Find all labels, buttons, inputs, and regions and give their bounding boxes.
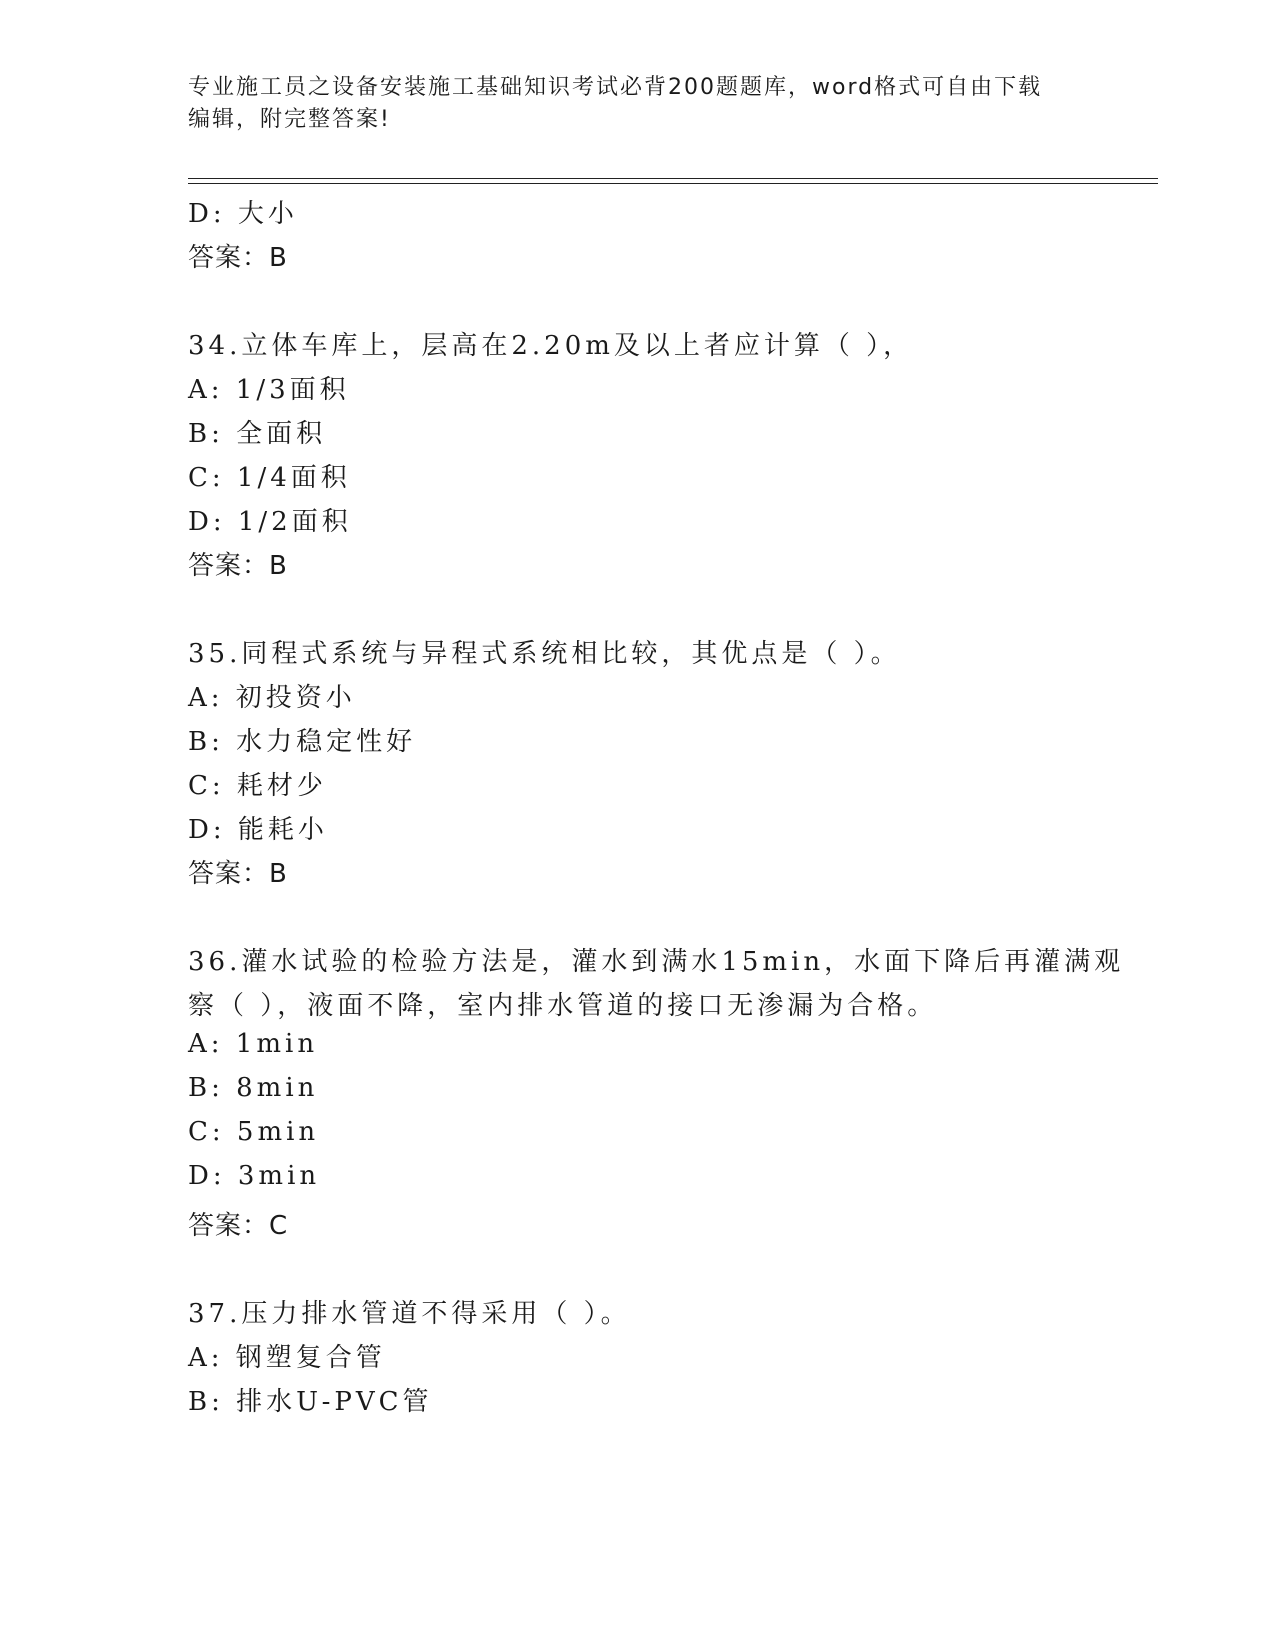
q36-option-d: D: 3min <box>188 1161 321 1191</box>
q33-option-d: D: 大小 <box>188 199 298 229</box>
q36-option-c: C: 5min <box>188 1117 320 1147</box>
q36-stem-line-1: 36.灌水试验的检验方法是，灌水到满水15min，水面下降后再灌满观 <box>188 947 1125 977</box>
q34-answer: 答案：B <box>188 551 288 581</box>
q33-answer: 答案：B <box>188 243 288 273</box>
header-rule-bottom <box>188 183 1158 184</box>
header-rule-top <box>188 178 1158 179</box>
q34-option-c: C: 1/4面积 <box>188 463 351 493</box>
q37-option-b: B: 排水U-PVC管 <box>188 1387 433 1417</box>
header-line-1: 专业施工员之设备安装施工基础知识考试必背200题题库，word格式可自由下载 <box>188 75 1043 100</box>
q37-stem: 37.压力排水管道不得采用（ ）。 <box>188 1299 631 1329</box>
q36-option-b: B: 8min <box>188 1073 319 1103</box>
document-header <box>188 72 1068 136</box>
q36-stem-line-2: 察（ ），液面不降，室内排水管道的接口无渗漏为合格。 <box>188 991 938 1021</box>
q36-answer: 答案：C <box>188 1211 289 1241</box>
q34-option-a: A: 1/3面积 <box>188 375 350 405</box>
q35-option-c: C: 耗材少 <box>188 771 327 801</box>
q35-option-d: D: 能耗小 <box>188 815 328 845</box>
q37-option-a: A: 钢塑复合管 <box>188 1343 386 1373</box>
q34-option-b: B: 全面积 <box>188 419 327 449</box>
q35-option-b: B: 水力稳定性好 <box>188 727 417 757</box>
q35-option-a: A: 初投资小 <box>188 683 356 713</box>
q36-option-a: A: 1min <box>188 1029 319 1059</box>
header-line-2: 编辑，附完整答案! <box>188 107 391 132</box>
q34-stem: 34.立体车库上，层高在2.20m及以上者应计算（ ）， <box>188 331 914 361</box>
q35-answer: 答案：B <box>188 859 288 889</box>
q34-option-d: D: 1/2面积 <box>188 507 352 537</box>
q35-stem: 35.同程式系统与异程式系统相比较，其优点是（ ）。 <box>188 639 901 669</box>
